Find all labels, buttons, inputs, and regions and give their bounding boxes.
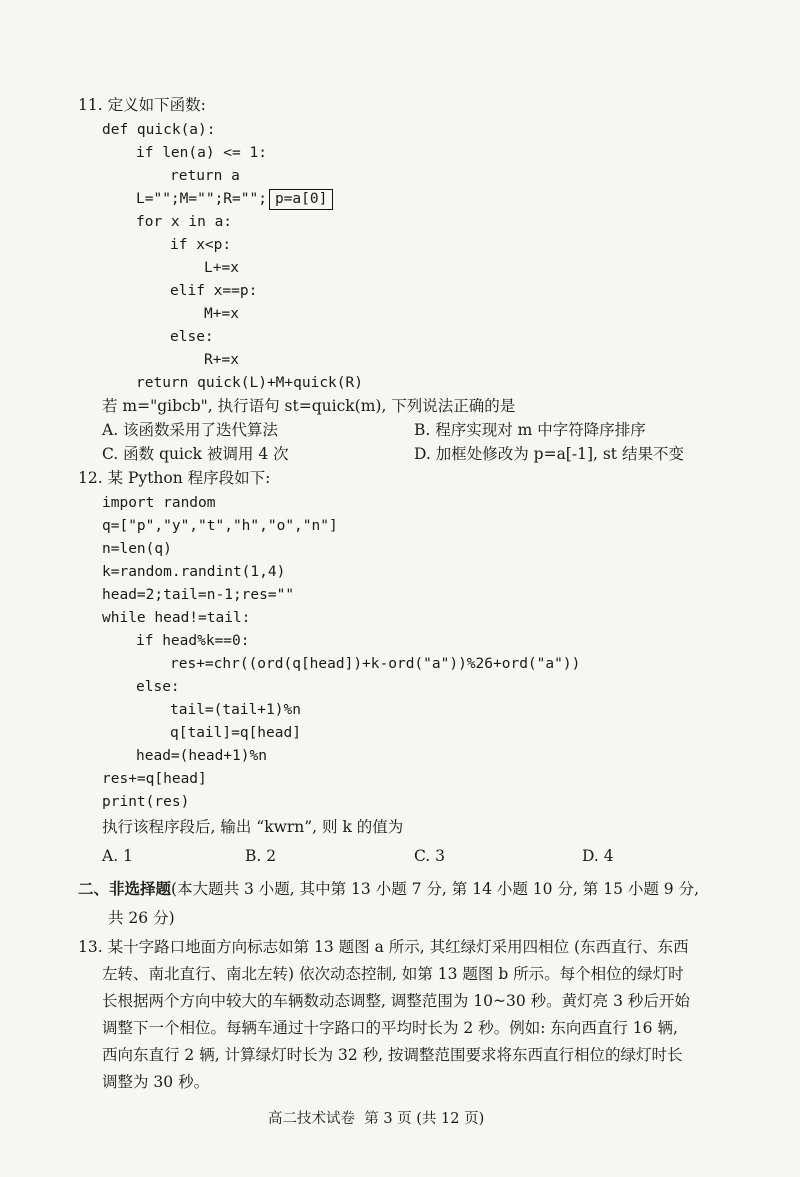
section2-heading: 二、非选择题	[78, 879, 172, 898]
q13-text-line: 调整为 30 秒。	[102, 1073, 210, 1091]
q12-option-a: A. 1	[102, 847, 133, 865]
code-line: elif x==p:	[170, 283, 258, 299]
code-line: else:	[170, 329, 214, 345]
q12-option-c: C. 3	[414, 847, 446, 865]
code-line: return a	[170, 168, 240, 184]
q11-option-b: B. 程序实现对 m 中字符降序排序	[414, 421, 646, 439]
code-line: if x<p:	[170, 237, 232, 253]
code-line: print(res)	[102, 794, 190, 810]
code-line: res+=chr((ord(q[head])+k-ord("a"))%26+ord("a"))	[170, 656, 581, 672]
code-line: import random	[102, 495, 216, 511]
code-line: while head!=tail:	[102, 610, 251, 626]
section2-desc: (本大题共 3 小题, 其中第 13 小题 7 分, 第 14 小题 10 分, 第 15 小题 9 分,	[171, 880, 700, 898]
q12-title: 12. 某 Python 程序段如下:	[78, 469, 271, 487]
boxed-code: p=a[0]	[269, 189, 333, 210]
code-assignments: L="";M="";R="";	[136, 191, 267, 207]
code-line: M+=x	[204, 306, 239, 322]
code-line	[136, 189, 333, 209]
q11-option-a: A. 该函数采用了迭代算法	[102, 421, 279, 439]
section2-header	[78, 879, 699, 899]
code-line: def quick(a):	[102, 122, 216, 138]
q13-text-line: 左转、南北直行、南北左转) 依次动态控制, 如第 13 题图 b 所示。每个相位的绿灯时	[102, 965, 684, 983]
code-line: n=len(q)	[102, 541, 172, 557]
section2-desc-cont: 共 26 分)	[108, 909, 175, 927]
code-line: q[tail]=q[head]	[170, 725, 301, 741]
code-line: R+=x	[204, 352, 239, 368]
code-line: head=(head+1)%n	[136, 748, 267, 764]
code-line: tail=(tail+1)%n	[170, 702, 301, 718]
q13-text-line: 长根据两个方向中较大的车辆数动态调整, 调整范围为 10~30 秒。黄灯亮 3 秒后开始	[102, 992, 690, 1010]
q13-text-line: 西向东直行 2 辆, 计算绿灯时长为 32 秒, 按调整范围要求将东西直行相位的绿灯时长	[102, 1046, 683, 1064]
page-footer: 高二技术试卷 第 3 页 (共 12 页)	[268, 1111, 485, 1127]
code-line: k=random.randint(1,4)	[102, 564, 286, 580]
code-line: if head%k==0:	[136, 633, 250, 649]
code-line: return quick(L)+M+quick(R)	[136, 375, 363, 391]
q11-option-c: C. 函数 quick 被调用 4 次	[102, 445, 289, 463]
q13-text-line: 调整下一个相位。每辆车通过十字路口的平均时长为 2 秒。例如: 东向西直行 16 辆,	[102, 1019, 678, 1037]
code-line: res+=q[head]	[102, 771, 207, 787]
code-line: if len(a) <= 1:	[136, 145, 267, 161]
code-line: head=2;tail=n-1;res=""	[102, 587, 295, 603]
code-line: L+=x	[204, 260, 239, 276]
q13-text-line: 13. 某十字路口地面方向标志如第 13 题图 a 所示, 其红绿灯采用四相位 (东西直行、东西	[78, 938, 689, 956]
q11-option-d: D. 加框处修改为 p=a[-1], st 结果不变	[414, 445, 684, 463]
q11-question: 若 m="gibcb", 执行语句 st=quick(m), 下列说法正确的是	[102, 397, 516, 415]
q11-title: 11. 定义如下函数:	[78, 96, 206, 114]
code-line: q=["p","y","t","h","o","n"]	[102, 518, 338, 534]
q12-option-d: D. 4	[582, 847, 614, 865]
q12-question: 执行该程序段后, 输出 “kwrn”, 则 k 的值为	[102, 818, 404, 836]
code-line: else:	[136, 679, 180, 695]
q12-option-b: B. 2	[245, 847, 277, 865]
code-line: for x in a:	[136, 214, 233, 230]
